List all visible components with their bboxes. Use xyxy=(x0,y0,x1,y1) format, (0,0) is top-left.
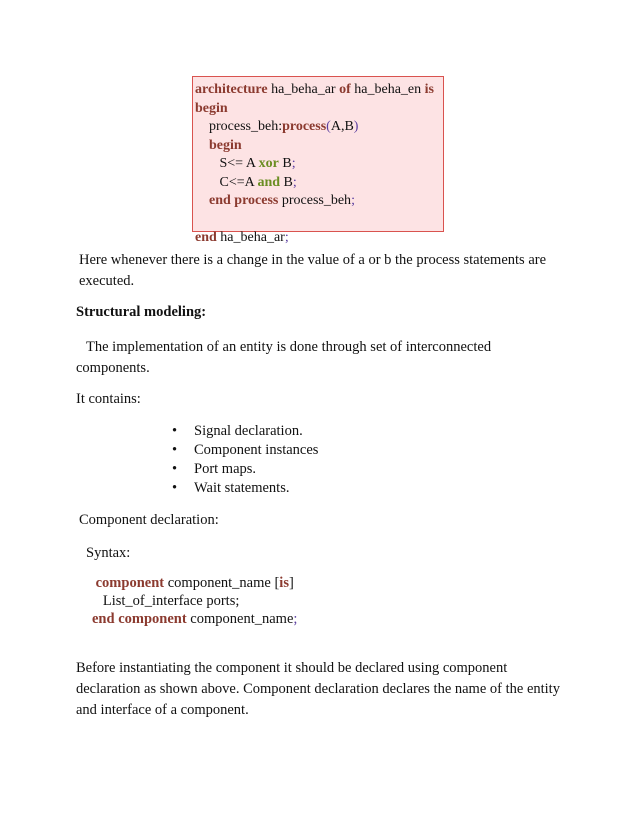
identifier: process_beh xyxy=(281,193,352,208)
code-line-end-process xyxy=(195,192,443,211)
syntax-line-end xyxy=(92,610,297,628)
syntax-code-block xyxy=(92,574,297,628)
code-line-architecture xyxy=(195,81,443,100)
keyword: begin xyxy=(209,137,242,153)
paren: ) xyxy=(353,119,359,134)
identifier: ha_beha_ar xyxy=(271,82,336,97)
list-item-text: Port maps. xyxy=(194,461,257,477)
identifier: List_of_interface ports; xyxy=(102,593,240,609)
keyword: of xyxy=(339,82,351,97)
list-item-text: Signal declaration. xyxy=(194,423,303,439)
identifier: S<= xyxy=(219,156,244,171)
list-item xyxy=(172,479,318,498)
identifier: B xyxy=(282,156,292,171)
keyword: is xyxy=(279,575,289,591)
list-item-text: Component instances xyxy=(194,442,319,458)
identifier: B xyxy=(283,174,293,190)
paren: ( xyxy=(326,119,331,134)
keyword: process xyxy=(282,119,327,134)
keyword: end process xyxy=(209,193,279,208)
code-block xyxy=(192,76,444,245)
keyword: component xyxy=(95,575,165,591)
paragraph-final: Before instantiating the component it should be declared using component declaration as shown above. Component declaration declares the name of the entity and interface of a component. xyxy=(76,660,560,718)
syntax-label: Syntax: xyxy=(86,545,131,561)
bullet-icon: • xyxy=(172,480,178,496)
code-line-end xyxy=(195,229,443,248)
paragraph-process: Here whenever there is a change in the value of a or b the process statements are executed. xyxy=(79,252,547,289)
component-declaration-label: Component declaration: xyxy=(79,512,219,528)
keyword: is xyxy=(424,82,434,97)
list-item xyxy=(172,422,318,441)
list-item-text: Wait statements. xyxy=(194,480,290,496)
syntax-line-component xyxy=(92,574,297,592)
keyword: architecture xyxy=(195,82,268,97)
identifier: A,B xyxy=(330,119,354,134)
semicolon: ; xyxy=(293,611,298,627)
contents-list xyxy=(172,422,318,498)
keyword: end xyxy=(195,230,217,245)
it-contains-label: It contains: xyxy=(76,391,141,407)
identifier: C<=A xyxy=(219,174,254,190)
identifier: component_name xyxy=(190,611,294,627)
semicolon: ; xyxy=(284,230,289,245)
code-line-begin xyxy=(195,100,443,119)
bullet-icon: • xyxy=(172,442,178,458)
code-line-blank xyxy=(195,211,443,230)
operator: and xyxy=(257,174,281,190)
bracket: [ xyxy=(274,575,280,591)
bracket: ] xyxy=(288,575,294,591)
heading-structural-modeling: Structural modeling: xyxy=(76,304,207,320)
identifier: process_beh: xyxy=(209,119,283,134)
list-item xyxy=(172,460,318,479)
operator: xor xyxy=(258,156,279,171)
bullet-icon: • xyxy=(172,461,178,477)
identifier: ha_beha_ar xyxy=(220,230,285,245)
keyword: begin xyxy=(195,100,228,116)
semicolon: ; xyxy=(351,193,355,208)
identifier: A xyxy=(245,156,256,171)
syntax-line-ports xyxy=(92,592,297,610)
identifier: component_name xyxy=(167,575,271,591)
code-line-carry xyxy=(195,174,443,193)
keyword: end component xyxy=(92,611,187,627)
paragraph-structural: The implementation of an entity is done through set of interconnected components. xyxy=(76,339,492,376)
code-line-process xyxy=(195,118,443,137)
list-item xyxy=(172,441,318,460)
semicolon: ; xyxy=(291,156,296,171)
code-line-sum xyxy=(195,155,443,174)
identifier: ha_beha_en xyxy=(354,82,422,97)
semicolon: ; xyxy=(292,174,297,190)
code-line-begin-inner xyxy=(195,137,443,156)
bullet-icon: • xyxy=(172,423,178,439)
